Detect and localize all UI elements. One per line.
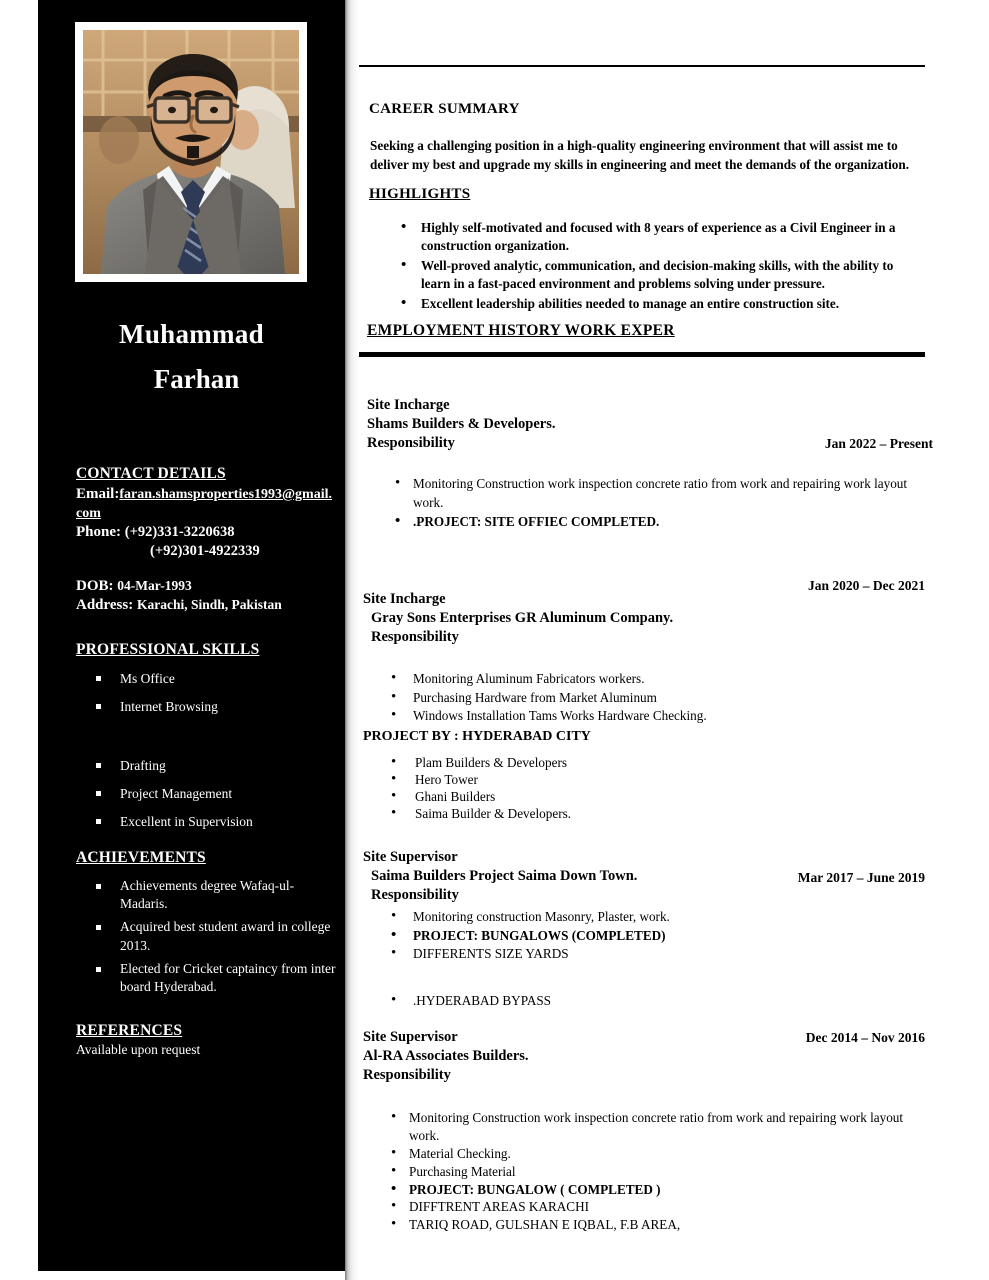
list-item: • Material Checking. [363,1145,923,1163]
list-item: • TARIQ ROAD, GULSHAN E IQBAL, F.B AREA, [363,1216,923,1234]
job-role: Site Supervisor [363,1029,458,1045]
job-date: Mar 2017 – June 2019 [797,870,925,885]
skills-list-group-2 [76,756,338,831]
job-entry [367,396,933,533]
list-item: • PROJECT: BUNGALOWS (COMPLETED) [363,927,783,945]
list-item: • DIFFTRENT AREAS KARACHI [363,1198,923,1216]
dob-address-block [76,577,338,615]
sidebar [38,0,345,1271]
job-entry [363,848,929,1011]
job-entry [363,578,929,822]
job-date: Dec 2014 – Nov 2016 [805,1030,925,1045]
list-item: • Purchasing Material [363,1163,923,1181]
phone-row-2 [76,542,338,561]
employment-history-heading: EMPLOYMENT HISTORY WORK EXPER [367,322,675,339]
list-item: • Well-proved analytic, communication, and decision-making skills, with the ability to learn in a fast-paced environment and problems solving under pressure. [373,257,918,294]
list-item: • PROJECT: BUNGALOW ( COMPLETED ) [363,1181,923,1199]
job-date: Jan 2022 – Present [824,436,933,451]
address-label: Address: [76,597,134,614]
job-date: Jan 2020 – Dec 2021 [808,578,925,593]
job-responsibility-label: Responsibility [367,435,455,452]
job-entry [363,1028,929,1234]
list-item: • Saima Builder & Developers. [363,805,923,822]
list-item: Acquired best student award in college 2013. [76,918,338,954]
phone-value-2: (+92)301-4922339 [150,542,260,559]
job-role: Site Supervisor [363,849,458,865]
job-bullets [363,908,783,963]
profile-photo [83,30,299,274]
job-company: Al-RA Associates Builders. [363,1048,529,1065]
job-bullets-after [363,992,783,1010]
list-item: • Purchasing Hardware from Market Aluminum [363,689,923,706]
job-company: Gray Sons Enterprises GR Aluminum Company. [371,610,674,627]
professional-skills-heading: PROFESSIONAL SKILLS [76,641,260,659]
name-last: Farhan [153,363,240,394]
list-item: Excellent in Supervision [76,812,338,831]
job-company: Saima Builders Project Saima Down Town. [371,868,638,885]
main-content [359,0,989,1280]
list-item: • Highly self-motivated and focused with 8 years of experience as a Civil Engineer in a construction organization. [373,219,918,256]
candidate-name [38,318,345,397]
job-project-list [363,754,923,823]
list-item: • .PROJECT: SITE OFFIEC COMPLETED. [367,513,927,531]
address-row [76,596,338,615]
top-divider [359,65,925,67]
references-text: Available upon request [76,1042,201,1058]
list-item: • Plam Builders & Developers [363,754,923,771]
job-bullets [363,670,923,724]
list-item: • Monitoring Construction work inspection concrete ratio from work and repairing work layout work. [367,475,927,512]
job-bullets [363,1109,923,1234]
achievements-list [76,877,338,996]
list-item: • .HYDERABAD BYPASS [363,992,783,1010]
dob-label: DOB: [76,577,114,594]
career-summary-paragraph: Seeking a challenging position in a high-quality engineering environment that will assist me to deliver my best and upgrade my skills in engineering and meet the demands of the organization. [370,138,909,172]
page-fold-shadow [345,0,359,1280]
list-item: Drafting [76,756,338,775]
job-role: Site Incharge [367,397,450,413]
list-item: Elected for Cricket captaincy from inter board Hyderabad. [76,960,338,996]
job-company: Shams Builders & Developers. [367,416,556,433]
job-role: Site Incharge [363,591,446,607]
career-summary-heading: CAREER SUMMARY [369,101,520,117]
phone-row-1 [76,523,338,542]
skills-list-group-1 [76,669,338,716]
dob-row [76,577,338,596]
list-item: Ms Office [76,669,338,688]
job-responsibility-label: Responsibility [371,887,459,904]
name-first: Muhammad [119,319,264,349]
list-item: • Monitoring Aluminum Fabricators workers. [363,670,923,687]
list-item: • Monitoring construction Masonry, Plaster, work. [363,908,783,926]
achievements-heading: ACHIEVEMENTS [76,849,206,867]
employment-divider [359,352,925,357]
contact-details-heading: CONTACT DETAILS [76,465,226,482]
email-label: Email: [76,486,120,502]
list-item: • Windows Installation Tams Works Hardware Checking. [363,707,923,724]
job-responsibility-label: Responsibility [371,629,459,646]
highlights-heading: HIGHLIGHTS [369,186,471,202]
address-value: Karachi, Sindh, Pakistan [136,597,282,613]
job-project-by: PROJECT BY : HYDERABAD CITY [363,728,591,744]
dob-value: 04-Mar-1993 [117,577,192,593]
list-item: • Hero Tower [363,771,923,788]
highlights-list [373,219,918,314]
list-item: • DIFFERENTS SIZE YARDS [363,945,783,963]
list-item: Achievements degree Wafaq-ul-Madaris. [76,877,338,913]
job-bullets-gap [363,964,929,989]
email-value[interactable]: faran.shamsproperties1993@gmail.com [76,487,332,521]
list-item: Internet Browsing [76,697,338,716]
email-row [76,485,338,523]
job-responsibility-label: Responsibility [363,1067,451,1084]
profile-photo-frame [75,22,307,282]
phone-label: Phone: [76,523,121,540]
job-bullets [367,475,927,531]
list-item: Project Management [76,784,338,803]
phone-value-1: (+92)331-3220638 [124,523,235,540]
list-item: • Excellent leadership abilities needed to manage an entire construction site. [373,295,918,313]
list-item: • Monitoring Construction work inspection concrete ratio from work and repairing work layout work. [363,1109,923,1145]
references-heading: REFERENCES [76,1022,183,1040]
list-item: • Ghani Builders [363,788,923,805]
portrait-photo-icon [83,30,299,274]
sidebar-content [76,465,338,1058]
skills-gap [76,726,338,746]
